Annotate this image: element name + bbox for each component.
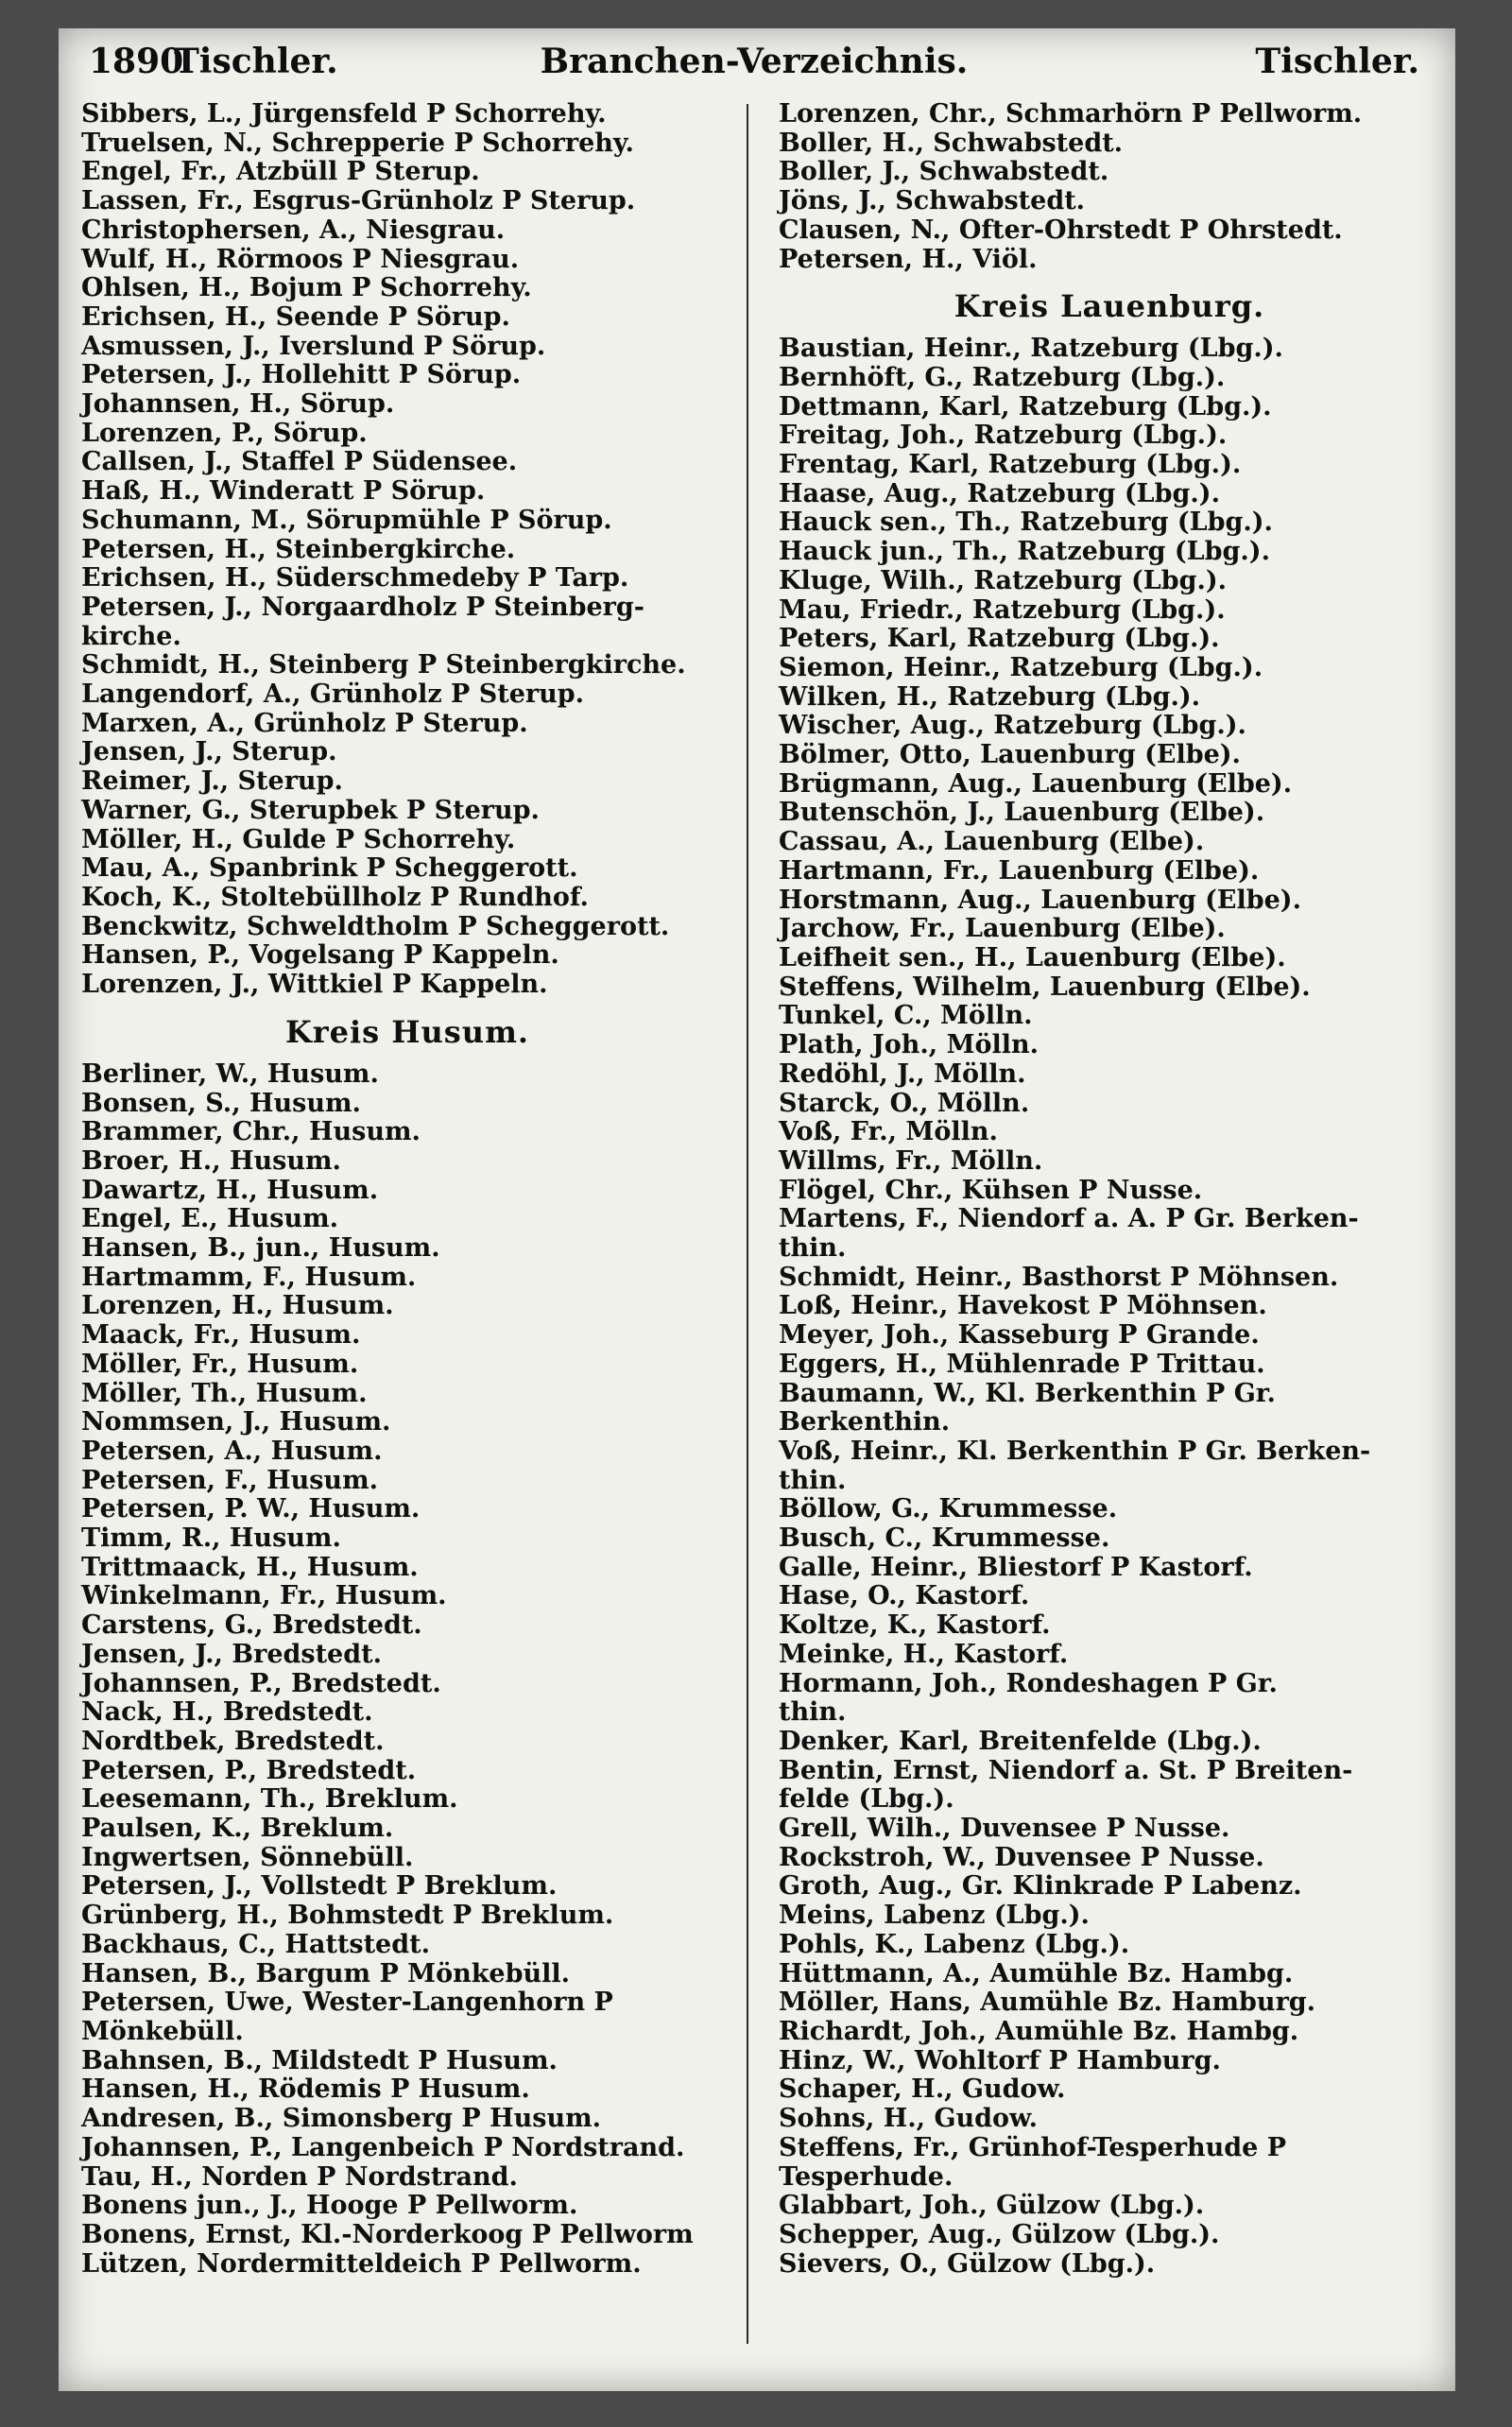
directory-entry: Jarchow, Fr., Lauenburg (Elbe). <box>779 914 1226 944</box>
left-column <box>81 100 733 2279</box>
directory-entry: Langendorf, A., Grünholz P Sterup. <box>81 680 585 710</box>
directory-entry: Johannsen, P., Langenbeich P Nordstrand. <box>81 2132 685 2162</box>
directory-entry: Möller, Hans, Aumühle Bz. Hamburg. <box>779 1988 1316 2018</box>
header-left-title: Tischler. <box>174 42 338 81</box>
directory-entry: Martens, F., Niendorf a. A. P Gr. Berken- <box>779 1204 1359 1234</box>
directory-entry: Baustian, Heinr., Ratzeburg (Lbg.). <box>779 334 1283 364</box>
directory-entry: Marxen, A., Grünholz P Sterup. <box>81 708 528 738</box>
directory-entry: Petersen, P., Bredstedt. <box>81 1755 417 1785</box>
directory-entry: Nack, H., Bredstedt. <box>81 1697 373 1728</box>
directory-entry: Steffens, Fr., Grünhof-Tesperhude P <box>779 2132 1287 2162</box>
directory-entry: Möller, Fr., Husum. <box>81 1349 359 1379</box>
directory-entry: Hormann, Joh., Rondeshagen P Gr. <box>779 1668 1278 1698</box>
directory-entry: Mau, Friedr., Ratzeburg (Lbg.). <box>779 594 1226 625</box>
directory-entry: Andresen, B., Simonsberg P Husum. <box>81 2104 602 2134</box>
page-number: 1890 <box>89 42 184 81</box>
directory-entry: Erichsen, H., Süderschmedeby P Tarp. <box>81 563 629 594</box>
directory-entry: Möller, Th., Husum. <box>81 1378 368 1408</box>
directory-entry: Peters, Karl, Ratzeburg (Lbg.). <box>779 624 1220 654</box>
directory-entry: Carstens, G., Bredstedt. <box>81 1610 422 1641</box>
directory-entry: Kluge, Wilh., Ratzeburg (Lbg.). <box>779 565 1228 595</box>
directory-entry: Lassen, Fr., Esgrus-Grünholz P Sterup. <box>81 186 636 216</box>
directory-entry: Boller, J., Schwabstedt. <box>779 157 1109 187</box>
directory-entry: Eggers, H., Mühlenrade P Trittau. <box>779 1349 1265 1379</box>
directory-entry: Siemon, Heinr., Ratzeburg (Lbg.). <box>779 652 1263 682</box>
directory-entry: Schepper, Aug., Gülzow (Lbg.). <box>779 2219 1220 2249</box>
page-header <box>89 42 1419 98</box>
directory-entry: Engel, E., Husum. <box>81 1204 339 1234</box>
directory-entry: Dettmann, Karl, Ratzeburg (Lbg.). <box>779 391 1272 422</box>
directory-entry: Bernhöft, G., Ratzeburg (Lbg.). <box>779 362 1226 392</box>
directory-entry: Schaper, H., Gudow. <box>779 2074 1066 2105</box>
directory-entry: Hauck sen., Th., Ratzeburg (Lbg.). <box>779 508 1273 538</box>
directory-entry: Baumann, W., Kl. Berkenthin P Gr. <box>779 1378 1276 1408</box>
directory-entry: Tau, H., Norden P Nordstrand. <box>81 2161 518 2192</box>
directory-entry: Lorenzen, J., Wittkiel P Kappeln. <box>81 970 548 1000</box>
directory-entry: Cassau, A., Lauenburg (Elbe). <box>779 827 1205 857</box>
directory-entry: Wulf, H., Rörmoos P Niesgrau. <box>81 244 520 274</box>
directory-entry: Bonens jun., J., Hooge P Pellworm. <box>81 2191 578 2221</box>
directory-entry: Christophersen, A., Niesgrau. <box>81 215 506 245</box>
directory-entry: Erichsen, H., Seende P Sörup. <box>81 301 510 332</box>
directory-entry: Johannsen, H., Sörup. <box>81 389 395 420</box>
directory-entry: Bölmer, Otto, Lauenburg (Elbe). <box>779 740 1241 770</box>
directory-entry: Tesperhude. <box>779 2161 954 2192</box>
directory-entry: Loß, Heinr., Havekost P Möhnsen. <box>779 1291 1267 1321</box>
directory-entry: Wischer, Aug., Ratzeburg (Lbg.). <box>779 711 1246 741</box>
directory-entry: Sievers, O., Gülzow (Lbg.). <box>779 2248 1156 2279</box>
directory-entry: Berliner, W., Husum. <box>81 1059 379 1089</box>
directory-entry: Haß, H., Winderatt P Sörup. <box>81 476 486 507</box>
directory-entry: Broer, H., Husum. <box>81 1145 341 1176</box>
directory-entry: Grünberg, H., Bohmstedt P Breklum. <box>81 1901 614 1931</box>
directory-entry: Lorenzen, H., Husum. <box>81 1291 394 1321</box>
directory-entry: Nommsen, J., Husum. <box>81 1407 391 1437</box>
directory-entry: thin. <box>779 1465 847 1495</box>
directory-entry: Leifheit sen., H., Lauenburg (Elbe). <box>779 942 1286 973</box>
directory-entry: Truelsen, N., Schrepperie P Schorrehy. <box>81 128 634 158</box>
directory-entry: kirche. <box>81 621 181 651</box>
directory-entry: Backhaus, C., Hattstedt. <box>81 1929 430 1959</box>
directory-entry: Petersen, Uwe, Wester-Langenhorn P <box>81 1988 613 2018</box>
directory-entry: Brügmann, Aug., Lauenburg (Elbe). <box>779 768 1293 799</box>
right-column <box>779 100 1440 2279</box>
left-entries-husum <box>81 1060 733 2280</box>
column-divider <box>747 104 748 2344</box>
directory-entry: Lorenzen, P., Sörup. <box>81 418 368 448</box>
directory-entry: Paulsen, K., Breklum. <box>81 1814 394 1844</box>
directory-entry: Trittmaack, H., Husum. <box>81 1552 419 1582</box>
directory-entry: Maack, Fr., Husum. <box>81 1320 361 1351</box>
directory-entry: Benckwitz, Schweldtholm P Scheggerott. <box>81 911 670 941</box>
directory-entry: Flögel, Chr., Kühsen P Nusse. <box>779 1175 1203 1205</box>
directory-entry: Ingwertsen, Sönnebüll. <box>81 1842 414 1872</box>
directory-entry: Petersen, H., Steinbergkirche. <box>81 534 516 564</box>
header-right-title: Tischler. <box>1255 42 1419 81</box>
directory-entry: Glabbart, Joh., Gülzow (Lbg.). <box>779 2191 1205 2221</box>
section-heading-husum: Kreis Husum. <box>284 1013 530 1050</box>
directory-entry: Steffens, Wilhelm, Lauenburg (Elbe). <box>779 972 1311 1002</box>
directory-entry: Meins, Labenz (Lbg.). <box>779 1901 1090 1931</box>
directory-entry: Johannsen, P., Bredstedt. <box>81 1668 441 1698</box>
directory-entry: Grell, Wilh., Duvensee P Nusse. <box>779 1814 1230 1844</box>
directory-entry: Hansen, H., Rödemis P Husum. <box>81 2074 530 2105</box>
directory-entry: Frentag, Karl, Ratzeburg (Lbg.). <box>779 450 1242 480</box>
directory-entry: thin. <box>779 1233 847 1264</box>
directory-entry: thin. <box>779 1697 847 1728</box>
directory-entry: Voß, Heinr., Kl. Berkenthin P Gr. Berken- <box>779 1436 1371 1466</box>
directory-entry: Hartmamm, F., Husum. <box>81 1262 417 1292</box>
directory-entry: Koch, K., Stoltebüllholz P Rundhof. <box>81 882 589 912</box>
right-entries-top <box>779 100 1440 274</box>
directory-entry: Meyer, Joh., Kasseburg P Grande. <box>779 1320 1260 1351</box>
directory-entry: Starck, O., Mölln. <box>779 1088 1030 1118</box>
directory-entry: Petersen, A., Husum. <box>81 1436 383 1466</box>
directory-entry: Hinz, W., Wohltorf P Hamburg. <box>779 2045 1221 2075</box>
directory-entry: Mönkebüll. <box>81 2017 244 2046</box>
directory-entry: felde (Lbg.). <box>779 1784 954 1815</box>
directory-entry: Jensen, J., Bredstedt. <box>81 1639 382 1669</box>
directory-entry: Galle, Heinr., Bliestorf P Kastorf. <box>779 1552 1253 1582</box>
directory-entry: Schmidt, H., Steinberg P Steinbergkirche. <box>81 650 686 680</box>
header-center-title: Branchen-Verzeichnis. <box>540 42 969 81</box>
directory-entry: Hüttmann, A., Aumühle Bz. Hambg. <box>779 1958 1294 1988</box>
directory-entry: Meinke, H., Kastorf. <box>779 1639 1069 1669</box>
directory-entry: Böllow, G., Krummesse. <box>779 1494 1118 1524</box>
directory-entry: Horstmann, Aug., Lauenburg (Elbe). <box>779 885 1301 915</box>
directory-entry: Petersen, J., Vollstedt P Breklum. <box>81 1871 558 1902</box>
directory-entry: Lützen, Nordermitteldeich P Pellworm. <box>81 2248 642 2279</box>
directory-entry: Brammer, Chr., Husum. <box>81 1117 421 1147</box>
directory-entry: Bentin, Ernst, Niendorf a. St. P Breiten- <box>779 1755 1353 1785</box>
directory-entry: Hase, O., Kastorf. <box>779 1581 1030 1611</box>
directory-entry: Hauck jun., Th., Ratzeburg (Lbg.). <box>779 537 1270 567</box>
directory-entry: Hansen, B., Bargum P Mönkebüll. <box>81 1958 571 1988</box>
directory-entry: Ohlsen, H., Bojum P Schorrehy. <box>81 273 532 303</box>
directory-entry: Freitag, Joh., Ratzeburg (Lbg.). <box>779 421 1228 451</box>
directory-entry: Bonens, Ernst, Kl.-Norderkoog P Pellworm <box>81 2219 694 2249</box>
directory-entry: Rockstroh, W., Duvensee P Nusse. <box>779 1842 1264 1872</box>
directory-entry: Engel, Fr., Atzbüll P Sterup. <box>81 157 480 187</box>
directory-entry: Petersen, J., Norgaardholz P Steinberg- <box>81 592 644 622</box>
directory-entry: Petersen, P. W., Husum. <box>81 1494 421 1524</box>
directory-entry: Koltze, K., Kastorf. <box>779 1610 1051 1641</box>
directory-entry: Mau, A., Spanbrink P Scheggerott. <box>81 853 578 884</box>
directory-entry: Sohns, H., Gudow. <box>779 2104 1038 2134</box>
directory-entry: Redöhl, J., Mölln. <box>779 1059 1026 1089</box>
left-entries-top <box>81 100 733 1000</box>
directory-page <box>59 28 1455 2391</box>
directory-entry: Callsen, J., Staffel P Südensee. <box>81 447 518 477</box>
directory-entry: Wilken, H., Ratzeburg (Lbg.). <box>779 681 1201 712</box>
directory-entry: Hartmann, Fr., Lauenburg (Elbe). <box>779 855 1260 886</box>
directory-entry: Reimer, J., Sterup. <box>81 766 343 797</box>
directory-entry: Willms, Fr., Mölln. <box>779 1145 1043 1176</box>
directory-entry: Butenschön, J., Lauenburg (Elbe). <box>779 798 1265 828</box>
directory-entry: Schmidt, Heinr., Basthorst P Möhnsen. <box>779 1262 1339 1292</box>
directory-entry: Bonsen, S., Husum. <box>81 1088 361 1118</box>
directory-entry: Lorenzen, Chr., Schmarhörn P Pellworm. <box>779 99 1363 129</box>
section-heading-lauenburg: Kreis Lauenburg. <box>954 288 1265 325</box>
directory-entry: Tunkel, C., Mölln. <box>779 1001 1033 1031</box>
directory-entry: Möller, H., Gulde P Schorrehy. <box>81 824 516 854</box>
directory-entry: Plath, Joh., Mölln. <box>779 1030 1040 1060</box>
directory-entry: Hansen, B., jun., Husum. <box>81 1233 440 1264</box>
directory-entry: Voß, Fr., Mölln. <box>779 1117 998 1147</box>
directory-entry: Sibbers, L., Jürgensfeld P Schorrehy. <box>81 99 607 129</box>
directory-entry: Jöns, J., Schwabstedt. <box>779 186 1086 216</box>
directory-entry: Haase, Aug., Ratzeburg (Lbg.). <box>779 478 1220 508</box>
directory-entry: Petersen, J., Hollehitt P Sörup. <box>81 360 522 390</box>
directory-entry: Petersen, F., Husum. <box>81 1465 379 1495</box>
directory-entry: Warner, G., Sterupbek P Sterup. <box>81 795 540 825</box>
directory-entry: Nordtbek, Bredstedt. <box>81 1726 385 1756</box>
directory-entry: Richardt, Joh., Aumühle Bz. Hambg. <box>779 2017 1299 2046</box>
directory-entry: Clausen, N., Ofter-Ohrstedt P Ohrstedt. <box>779 215 1343 245</box>
directory-entry: Busch, C., Krummesse. <box>779 1523 1110 1554</box>
directory-entry: Asmussen, J., Iverslund P Sörup. <box>81 331 546 361</box>
directory-entry: Pohls, K., Labenz (Lbg.). <box>779 1929 1130 1959</box>
directory-entry: Winkelmann, Fr., Husum. <box>81 1581 447 1611</box>
directory-entry: Groth, Aug., Gr. Klinkrade P Labenz. <box>779 1871 1302 1902</box>
directory-entry: Dawartz, H., Husum. <box>81 1175 379 1205</box>
directory-entry: Timm, R., Husum. <box>81 1523 341 1554</box>
directory-entry: Schumann, M., Sörupmühle P Sörup. <box>81 505 612 535</box>
directory-entry: Boller, H., Schwabstedt. <box>779 128 1124 158</box>
directory-entry: Berkenthin. <box>779 1407 951 1437</box>
directory-entry: Leesemann, Th., Breklum. <box>81 1784 458 1815</box>
directory-entry: Hansen, P., Vogelsang P Kappeln. <box>81 940 559 971</box>
directory-entry: Petersen, H., Viöl. <box>779 244 1038 274</box>
right-entries-lauenburg <box>779 335 1440 2279</box>
directory-entry: Bahnsen, B., Mildstedt P Husum. <box>81 2045 558 2075</box>
directory-entry: Jensen, J., Sterup. <box>81 737 337 767</box>
directory-entry: Denker, Karl, Breitenfelde (Lbg.). <box>779 1726 1262 1756</box>
